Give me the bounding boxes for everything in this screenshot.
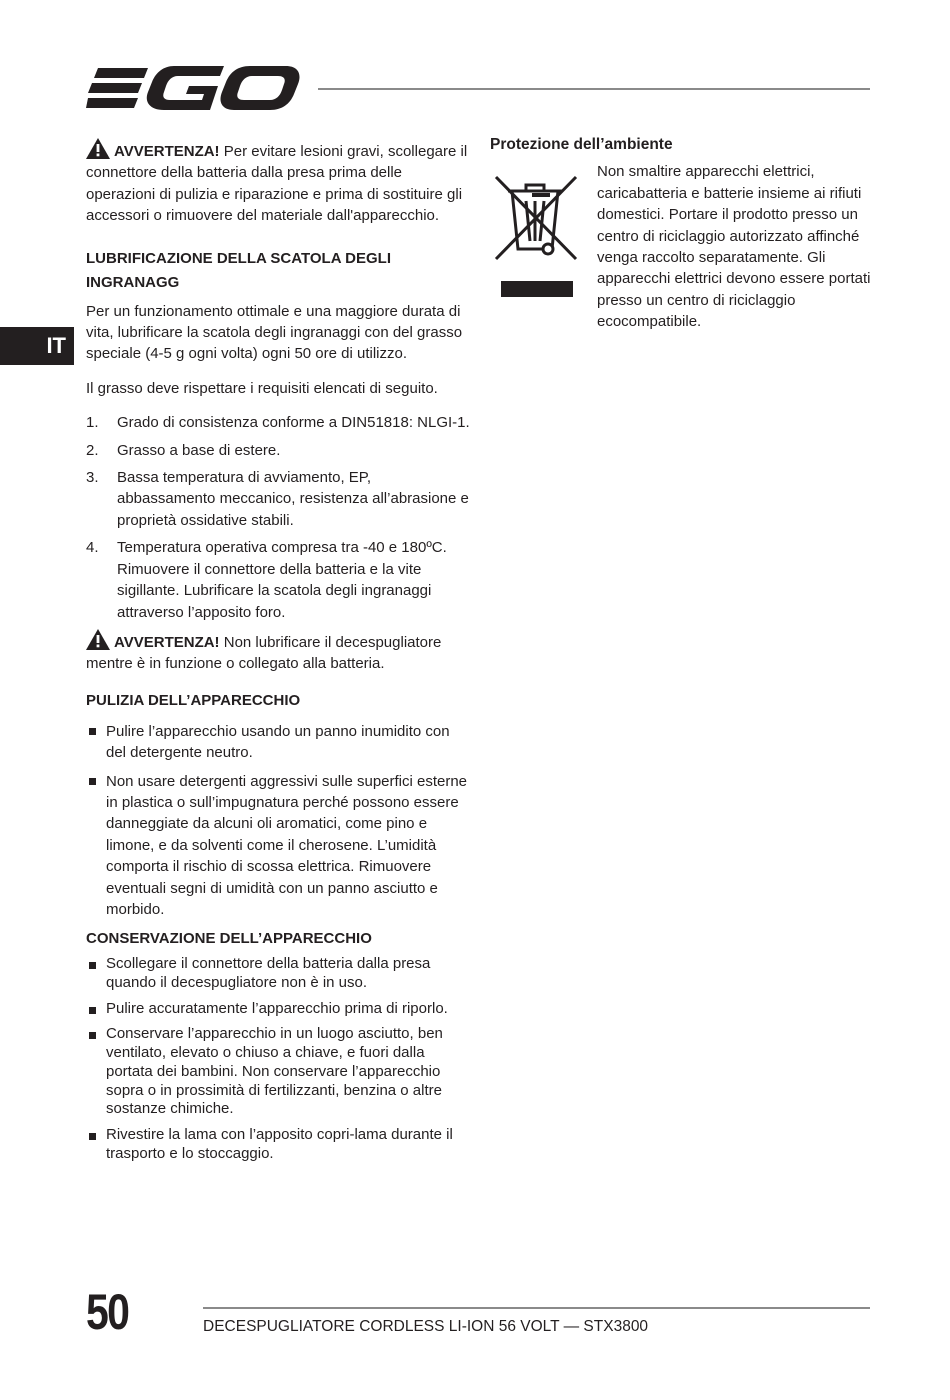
warning-block <box>86 138 470 227</box>
list-item: Rivestire la lama con l’apposito copri-lama durante il trasporto e lo stoccaggio. <box>86 1126 470 1163</box>
section-heading-lubrication: LUBRIFICAZIONE DELLA SCATOLA DEGLI INGRANAGG <box>86 249 391 291</box>
footer-title: DECESPUGLIATORE CORDLESS LI-ION 56 VOLT — STX3800 <box>203 1318 649 1335</box>
left-column <box>86 138 470 1170</box>
lubrication-requirements-intro: Il grasso deve rispettare i requisiti elencati di seguito. <box>86 379 438 397</box>
warning-text: Non lubrificare il decespugliatore mentre è in funzione o collegato alla batteria. <box>86 633 442 673</box>
weee-crossed-bin-icon <box>492 169 578 297</box>
storage-list <box>86 955 470 1163</box>
list-item: Scollegare il connettore della batteria dalla presa quando il decespugliatore non è in uso. <box>86 955 470 992</box>
list-item: Pulire accuratamente l’apparecchio prima di riporlo. <box>86 1000 470 1019</box>
footer-rule <box>203 1307 870 1309</box>
warning-triangle-icon <box>86 138 110 159</box>
list-item: 2. Grasso a base di estere. <box>86 441 281 459</box>
list-item: Conservare l’apparecchio in un luogo asciutto, ben ventilato, elevato o chiuso a chiave, e fuori dalla portata dei bambini. Non conservare l’apparecchio sopra o in prossimità di fertilizzanti, benzina o altre sostanze chimiche. <box>86 1025 470 1119</box>
warning-triangle-icon <box>86 629 110 650</box>
lubrication-paragraph: Per un funzionamento ottimale e una maggiore durata di vita, lubrificare la scatola degli ingranaggi con del grasso speciale (4-5 g ogni volta) ogni 50 ore di utilizzo. <box>86 302 463 363</box>
list-item: 4. Temperatura operativa compresa tra -40 e 180ºC. Rimuovere il connettore della batteria e la vite sigillante. Lubrificare la scatola degli ingranaggi attraverso l’apposito foro. <box>86 539 447 621</box>
warning-label: AVVERTENZA! <box>114 633 220 651</box>
bullet-square-icon <box>86 771 106 921</box>
list-item: 1. Grado di consistenza conforme a DIN51818: NLGI-1. <box>86 414 470 432</box>
list-item: Pulire l’apparecchio usando un panno inumidito con del detergente neutro. <box>86 721 470 764</box>
environment-title: Protezione dell’ambiente <box>490 136 673 153</box>
bullet-square-icon <box>86 721 106 764</box>
right-column <box>490 134 875 333</box>
requirements-list <box>86 412 470 623</box>
bullet-square-icon <box>86 1025 106 1119</box>
language-tab: IT <box>0 327 74 365</box>
warning-block <box>86 629 470 675</box>
list-item: Non usare detergenti aggressivi sulle superfici esterne in plastica o sull’impugnatura perché possono essere danneggiate da alcuni oli aromatici, come pino e limone, e da solventi come il cherosene. L’umidità comporta il rischio di scossa elettrica. Rimuovere eventuali segni di umidità con un panno asciutto e morbido. <box>86 771 470 921</box>
warning-text: Per evitare lesioni gravi, scollegare il connettore della batteria dalla presa prima delle operazioni di pulizia e riparazione e prima di sostituire gli accessori o rimuovere del materiale dall'apparecchio. <box>86 143 468 225</box>
list-item: 3. Bassa temperatura di avviamento, EP, abbassamento meccanico, resistenza all’abrasione e proprietà ossidative stabili. <box>86 469 469 529</box>
header-rule <box>318 88 870 90</box>
ego-logo <box>86 64 300 112</box>
section-heading-cleaning: PULIZIA DELL’APPARECCHIO <box>86 691 301 709</box>
cleaning-section <box>86 689 470 921</box>
environment-block <box>490 161 875 332</box>
bullet-square-icon <box>86 1126 106 1163</box>
page-number: 50 <box>86 1284 129 1340</box>
storage-section <box>86 927 470 1163</box>
bullet-square-icon <box>86 955 106 992</box>
warning-label: AVVERTENZA! <box>114 143 220 160</box>
section-heading-storage: CONSERVAZIONE DELL’APPARECCHIO <box>86 930 372 948</box>
environment-text: Non smaltire apparecchi elettrici, caricabatteria e batterie insieme ai rifiuti domestici. Portare il prodotto presso un centro di riciclaggio autorizzato affinché venga raccolto separatamente. Gli apparecchi elettrici devono essere portati presso un centro di riciclaggio ecocompatibile. <box>597 163 871 331</box>
bullet-square-icon <box>86 1000 106 1019</box>
cleaning-list <box>86 721 470 921</box>
